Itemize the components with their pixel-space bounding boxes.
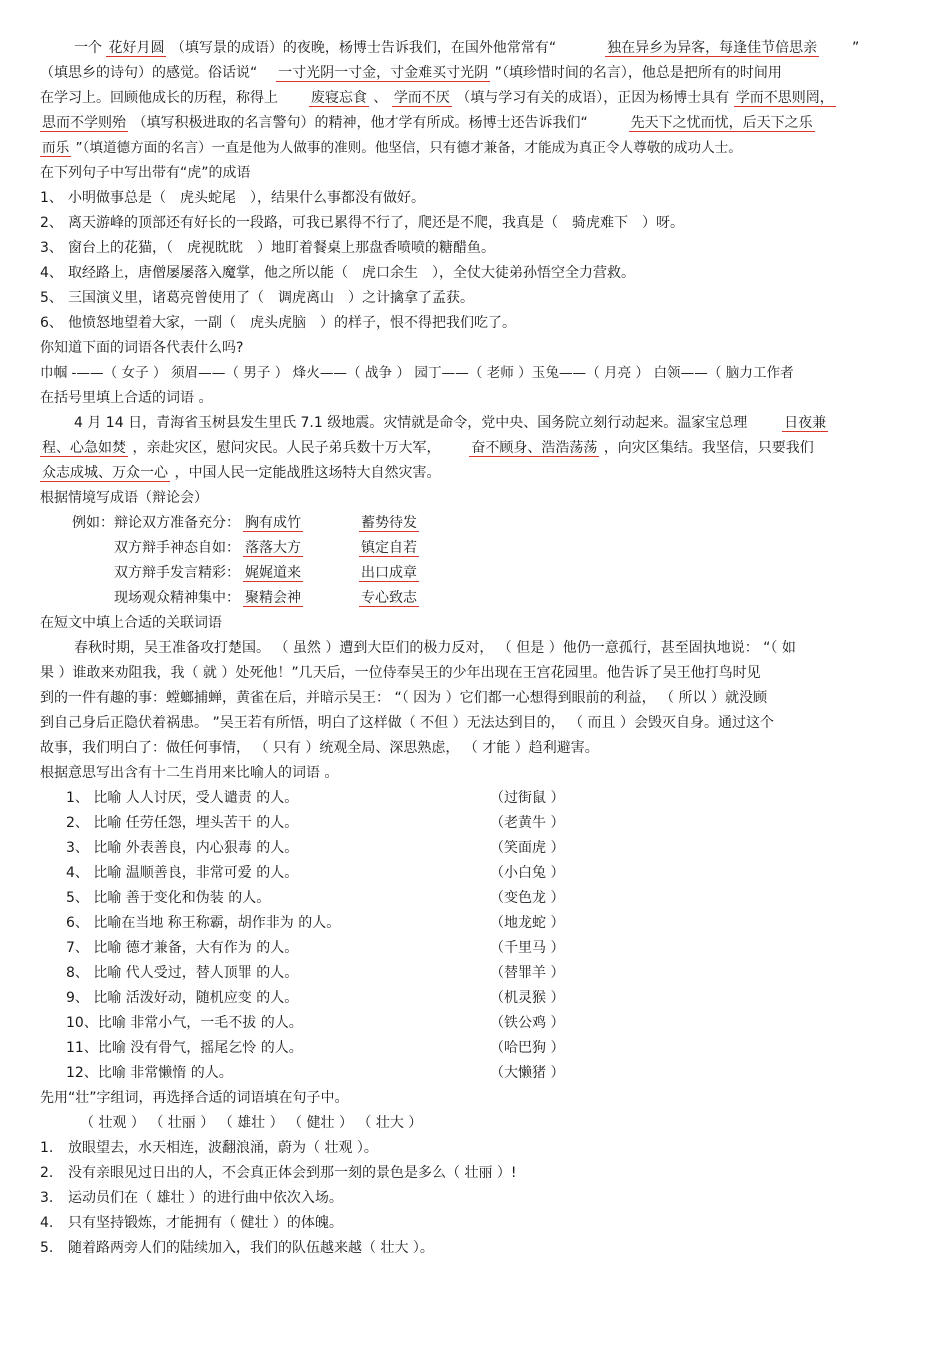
text: ，亲赴灾区，慰问灾民。人民子弟兵数十万大军， (132, 440, 441, 456)
answer-blank: 程、心急如焚 (42, 440, 126, 456)
answer-blank: 废寝忘食 (310, 90, 367, 106)
item-number: 5. (40, 1240, 54, 1256)
debate-label: 现场观众精神集中： (114, 590, 240, 606)
text: 窗台上的花猫，（ (68, 240, 173, 256)
para1-line2 (40, 61, 912, 86)
answer-blank: 先天下之忧而忧，后天下之乐 (630, 115, 813, 131)
text: 小明做事总是（ (68, 190, 166, 206)
debate-label: 双方辩手发言精彩： (114, 565, 240, 581)
answer-blank: 娓娓道来 (245, 565, 301, 581)
zodiac-item (40, 1036, 912, 1061)
section-title-conj: 在短文中填上合适的关联词语 (40, 615, 222, 631)
answer-blank: 思而不学则殆 (42, 115, 126, 131)
answer-blank: 聚精会神 (245, 590, 301, 606)
conj-line5: 故事，我们明白了：做任何事情， （ 只有 ）统观全局、深思熟虑， （ 才能 ）趋利避害。 (40, 740, 599, 756)
zodiac-list (40, 786, 912, 1086)
tiger-item (40, 186, 912, 211)
text: （填写景的成语）的夜晚，杨博士告诉我们，在国外他常常有“ (170, 40, 557, 56)
text: ）之计擒拿了孟获。 (348, 290, 474, 306)
zhuang-item (40, 1236, 912, 1261)
answer: 骑虎难下 (572, 215, 628, 231)
tiger-item (40, 311, 912, 336)
item-number: 5、 (40, 290, 63, 306)
item-number: 2. (40, 1165, 54, 1181)
item-number: 1、 (40, 190, 63, 206)
section-title-tiger: 在下列句子中写出带有“虎”的成语 (40, 165, 251, 181)
tiger-list (40, 186, 912, 336)
text: 没有亲眼见过日出的人，不会真正体会到那一刻的景色是多么（ 壮丽 ）! (68, 1165, 517, 1181)
para1-line3 (40, 86, 912, 111)
zhuang-words: （ 壮观 ） （ 壮丽 ） （ 雄壮 ） （ 健壮 ） （ 壮大 ） (80, 1115, 423, 1131)
zodiac-question: 3、 比喻 外表善良，内心狠毒 的人。 (66, 840, 299, 856)
debate-row (40, 561, 912, 586)
conj-line2: 果 ）谁敢来劝阻我，我（ 就 ）处死他！”几天后，一位侍奉吴王的少年出现在王宫花园里。他告诉了吴王他打鸟时见 (40, 665, 761, 681)
zodiac-question: 5、 比喻 善于变化和伪装 的人。 (66, 890, 271, 906)
zodiac-item (40, 986, 912, 1011)
worksheet (40, 36, 912, 1261)
para1-line4 (40, 111, 912, 136)
zodiac-item (40, 886, 912, 911)
conj-line4: 到自己身后正隐伏着祸患。 ”吴王若有所悟，明白了这样做（ 不但 ）无法达到目的， （ 而且 ）会毁灭自身。通过这个 (40, 715, 774, 731)
zhuang-item (40, 1136, 912, 1161)
para1-line5 (40, 136, 912, 161)
text: ），结果什么事都没有做好。 (250, 190, 425, 206)
zodiac-question: 8、 比喻 代人受过，替人顶罪 的人。 (66, 965, 299, 981)
answer: 虎视眈眈 (187, 240, 243, 256)
answer-blank: 独在异乡为异客，每逢佳节倍思亲 (607, 40, 818, 56)
zodiac-answer: （老黄牛 ） (490, 815, 565, 831)
debate-row (40, 511, 912, 536)
section-title-words: 你知道下面的词语各代表什么吗? (40, 340, 244, 356)
answer-blank: 众志成城、万众一心 (42, 465, 168, 481)
answer-blank: 奋不顾身、浩浩荡荡 (471, 440, 598, 456)
text: ，向灾区集结。我坚信，只要我们 (603, 440, 814, 456)
zodiac-answer: （千里马 ） (490, 940, 565, 956)
zodiac-answer: （替罪羊 ） (490, 965, 565, 981)
text: （填思乡的诗句）的感觉。俗话说“ (40, 65, 258, 81)
text: ” (851, 40, 860, 56)
item-number: 3、 (40, 240, 63, 256)
zodiac-answer: （过街鼠 ） (490, 790, 565, 806)
debate-row (40, 536, 912, 561)
text: 离天游峰的顶部还有好长的一段路，可我已累得不行了，爬还是不爬，我真是（ (68, 215, 558, 231)
item-number: 1. (40, 1140, 54, 1156)
answer-blank: 蓄势待发 (361, 515, 417, 531)
item-number: 6、 (40, 315, 63, 331)
zodiac-answer: （铁公鸡 ） (490, 1015, 565, 1031)
answer: 虎头蛇尾 (180, 190, 236, 206)
answer-blank: 学而不厌 (393, 90, 450, 106)
zodiac-question: 11、比喻 没有骨气，摇尾乞怜 的人。 (66, 1040, 303, 1056)
section-title-fill: 在括号里填上合适的词语 。 (40, 390, 213, 406)
zodiac-question: 1、 比喻 人人讨厌，受人谴责 的人。 (66, 790, 299, 806)
debate-row (40, 586, 912, 611)
quake-line1 (40, 411, 912, 436)
text: 4 月 14 日，青海省玉树县发生里氏 7.1 级地震。灾情就是命令，党中央、国务院立刻行动起来。温家宝总理 (74, 415, 748, 431)
zodiac-item (40, 811, 912, 836)
debate-label: 双方辩手神态自如： (114, 540, 240, 556)
zodiac-item (40, 1011, 912, 1036)
zodiac-answer: （哈巴狗 ） (490, 1040, 565, 1056)
tiger-item (40, 236, 912, 261)
item-number: 2、 (40, 215, 63, 231)
text: 放眼望去，水天相连，波翻浪涌，蔚为（ 壮观 ）。 (68, 1140, 378, 1156)
answer-blank: 出口成章 (361, 565, 417, 581)
zodiac-item (40, 961, 912, 986)
text: 取经路上，唐僧屡屡落入魔掌，他之所以能（ (68, 265, 348, 281)
text: ）地盯着餐桌上那盘香喷喷的糖醋鱼。 (257, 240, 495, 256)
debate-list (40, 511, 912, 611)
item-number: 4. (40, 1215, 54, 1231)
zhuang-list (40, 1136, 912, 1261)
quake-line3 (40, 461, 912, 486)
item-number: 4、 (40, 265, 63, 281)
text: 、 (373, 90, 388, 106)
text: ，中国人民一定能战胜这场特大自然灾害。 (174, 465, 441, 481)
zodiac-item (40, 836, 912, 861)
zodiac-item (40, 1061, 912, 1086)
para1-line1 (40, 36, 912, 61)
tiger-item (40, 211, 912, 236)
zodiac-answer: （大懒猪 ） (490, 1065, 565, 1081)
zhuang-item (40, 1211, 912, 1236)
words-line: 巾帼 -——（ 女子 ） 须眉——（ 男子 ） 烽火——（ 战争 ） 园丁——（ 老师 ）玉兔——（ 月亮 ） 白领——（ 脑力工作者 (40, 365, 794, 381)
zodiac-answer: （变色龙 ） (490, 890, 565, 906)
text: （填写积极进取的名言警句）的精神，他才学有所成。杨博士还告诉我们“ (132, 115, 588, 131)
zhuang-item (40, 1186, 912, 1211)
zodiac-answer: （机灵猴 ） (490, 990, 565, 1006)
zodiac-answer: （地龙蛇 ） (490, 915, 565, 931)
zodiac-question: 4、 比喻 温顺善良，非常可爱 的人。 (66, 865, 299, 881)
zodiac-item (40, 786, 912, 811)
text: ）的样子，恨不得把我们吃了。 (320, 315, 516, 331)
zhuang-item (40, 1161, 912, 1186)
text: ）呀。 (642, 215, 684, 231)
answer-blank: 日夜兼 (784, 415, 827, 431)
answer: 虎头虎脑 (250, 315, 306, 331)
text: 一个 (74, 40, 102, 56)
answer-blank: 专心致志 (361, 590, 417, 606)
answer-blank: 胸有成竹 (245, 515, 301, 531)
zodiac-question: 2、 比喻 任劳任怨，埋头苦干 的人。 (66, 815, 299, 831)
answer: 调虎离山 (278, 290, 334, 306)
zodiac-question: 12、比喻 非常懒惰 的人。 (66, 1065, 233, 1081)
zodiac-answer: （小白兔 ） (490, 865, 565, 881)
tiger-item (40, 286, 912, 311)
answer: 虎口余生 (362, 265, 418, 281)
text: 运动员们在（ 雄壮 ）的进行曲中依次入场。 (68, 1190, 343, 1206)
text: 他愤怒地望着大家，一副（ (68, 315, 236, 331)
text: 在学习上。回顾他成长的历程，称得上 (40, 90, 278, 106)
quake-line2 (40, 436, 912, 461)
item-number: 3. (40, 1190, 54, 1206)
text: ），全仗大徒弟孙悟空全力营救。 (432, 265, 635, 281)
zodiac-question: 10、比喻 非常小气，一毛不拔 的人。 (66, 1015, 303, 1031)
zodiac-answer: （笑面虎 ） (490, 840, 565, 856)
conj-line3: 到的一件有趣的事：螳螂捕蝉，黄雀在后，并暗示吴王： “（ 因为 ）它们都一心想得到眼前的利益， （ 所以 ）就没顾 (40, 690, 767, 706)
zodiac-question: 6、 比喻在当地 称王称霸，胡作非为 的人。 (66, 915, 341, 931)
text: 随着路两旁人们的陆续加入，我们的队伍越来越（ 壮大 ）。 (68, 1240, 434, 1256)
text: ”（填珍惜时间的名言），他总是把所有的时间用 (494, 65, 782, 81)
section-title-zodiac: 根据意思写出含有十二生肖用来比喻人的词语 。 (40, 765, 339, 781)
answer-blank: 一寸光阴一寸金，寸金难买寸光阴 (278, 65, 489, 81)
answer-blank: 镇定自若 (361, 540, 417, 556)
text: 三国演义里，诸葛亮曾使用了（ (68, 290, 264, 306)
section-title-debate: 根据情境写成语（辩论会） (40, 490, 208, 506)
debate-label: 例如：辩论双方准备充分： (72, 515, 240, 531)
zodiac-question: 7、 比喻 德才兼备，大有作为 的人。 (66, 940, 299, 956)
answer-blank: 学而不思则罔， (735, 90, 834, 106)
zodiac-item (40, 936, 912, 961)
conj-line1: 春秋时期，吴王准备攻打楚国。 （ 虽然 ）遭到大臣们的极力反对， （ 但是 ）他仍一意孤行，甚至固执地说： “（ 如 (74, 640, 796, 656)
tiger-item (40, 261, 912, 286)
zodiac-question: 9、 比喻 活泼好动，随机应变 的人。 (66, 990, 299, 1006)
answer-blank: 而乐 (42, 140, 70, 156)
text: （填与学习有关的成语），正因为杨博士具有 (456, 90, 730, 106)
zodiac-item (40, 861, 912, 886)
answer-blank: 落落大方 (245, 540, 301, 556)
answer-blank: 花好月圆 (108, 40, 165, 56)
zodiac-item (40, 911, 912, 936)
section-title-zhuang: 先用“壮”字组词，再选择合适的词语填在句子中。 (40, 1090, 349, 1106)
text: ”（填道德方面的名言）一直是他为人做事的准则。他坚信，只有德才兼备，才能成为真正令人尊敬的成功人士。 (75, 140, 742, 156)
text: 只有坚持锻炼，才能拥有（ 健壮 ）的体魄。 (68, 1215, 343, 1231)
